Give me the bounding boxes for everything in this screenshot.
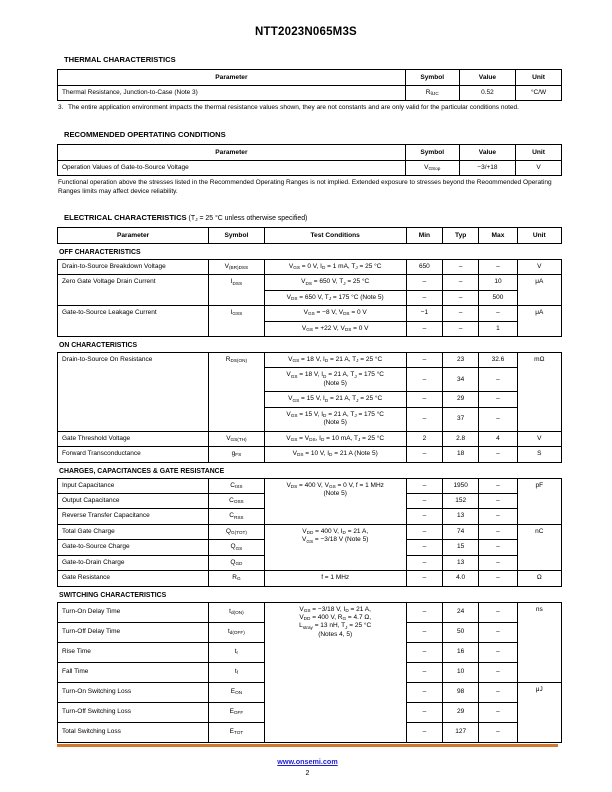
section-table	[57, 478, 562, 587]
electrical-sections	[57, 249, 562, 743]
table-cell: 18	[443, 447, 479, 462]
table-cell: $V_{GSop}$	[405, 160, 459, 175]
table-cell: –	[406, 602, 442, 622]
table-cell: −1	[406, 306, 442, 321]
table-cell: 13	[443, 555, 479, 570]
table-cell: Forward Transconductance	[58, 447, 209, 462]
table-cell: $Q_{GD}$	[209, 555, 264, 570]
table-cell: –	[479, 368, 517, 392]
table-cell: –	[406, 493, 442, 508]
table-cell: μA	[517, 306, 561, 337]
table-cell: –	[406, 642, 442, 662]
table-cell: $E_{TOT}$	[209, 722, 264, 742]
table-row	[58, 524, 562, 539]
section-title: OFF CHARACTERISTICS	[59, 248, 141, 256]
table-cell: Reverse Transfer Capacitance	[58, 509, 209, 524]
recommended-table-body	[58, 160, 562, 175]
table-cell: nC	[517, 524, 561, 570]
page-footer	[57, 744, 558, 777]
thermal-heading: THERMAL CHARACTERISTICS	[64, 55, 176, 64]
footer-link[interactable]: www.onsemi.com	[277, 756, 338, 766]
table-cell: Output Capacitance	[58, 493, 209, 508]
table-cell: $E_{OFF}$	[209, 702, 264, 722]
table-cell: –	[479, 602, 517, 622]
table-cell: –	[406, 622, 442, 642]
table-cell: –	[406, 290, 442, 305]
table-row	[58, 259, 562, 274]
table-cell: Gate-to-Source Charge	[58, 540, 209, 555]
table-row	[58, 602, 562, 622]
table-cell: 10	[479, 275, 517, 290]
table-cell: $V_{GS} = V_{DS}$, $I_D = 10$ mA, $T_J = 25$ °C	[264, 431, 406, 446]
table-cell: $C_{RSS}$	[209, 509, 264, 524]
table-cell: –	[479, 555, 517, 570]
table-cell: ns	[517, 602, 561, 682]
table-header-row	[58, 144, 562, 160]
column-header: Parameter	[58, 70, 406, 86]
column-header: Max	[479, 227, 517, 243]
table-cell: –	[406, 392, 442, 407]
page-content	[0, 55, 612, 743]
table-cell: 13	[443, 509, 479, 524]
recommended-heading: RECOMMENDED OPERTATING CONDITIONS	[64, 129, 226, 139]
table-cell: $V_{GS} = 0$ V, $I_D = 1$ mA, $T_J = 25$ °C	[264, 259, 406, 274]
table-cell: pF	[517, 478, 561, 524]
section-table	[57, 602, 562, 743]
table-cell: $R_{DS(ON)}$	[209, 353, 264, 432]
table-cell: $V_{GS} = 18$ V, $I_D = 21$ A, $T_J = 175$ °C (Note 5)	[264, 368, 406, 392]
spec-section	[57, 468, 562, 587]
table-cell: –	[406, 407, 442, 431]
table-cell: $Q_{GS}$	[209, 540, 264, 555]
table-cell: Drain-to-Source On Resistance	[58, 353, 209, 432]
column-header: Min	[406, 227, 442, 243]
note-number: 3.	[58, 104, 64, 112]
table-cell: –	[479, 622, 517, 642]
table-cell: –	[479, 407, 517, 431]
table-cell: $t_{d(OFF)}$	[209, 622, 264, 642]
table-cell: 74	[443, 524, 479, 539]
table-cell: 34	[443, 368, 479, 392]
table-cell: –	[406, 540, 442, 555]
table-cell: Fall Time	[58, 662, 209, 682]
table-row	[58, 447, 562, 462]
page-title: NTT2023N065M3S	[255, 26, 357, 38]
section-table	[57, 259, 562, 337]
table-cell: –	[406, 702, 442, 722]
table-cell: –	[406, 722, 442, 742]
table-cell: –	[443, 306, 479, 321]
table-cell: 98	[443, 682, 479, 702]
table-row	[58, 160, 562, 175]
table-cell: Total Switching Loss	[58, 722, 209, 742]
table-header-row	[58, 227, 562, 243]
electrical-heading	[64, 213, 562, 222]
table-cell: V	[517, 431, 561, 446]
table-cell: 29	[443, 392, 479, 407]
table-cell: 152	[443, 493, 479, 508]
table-cell: Total Gate Charge	[58, 524, 209, 539]
table-cell: $I_{GSS}$	[209, 306, 264, 337]
recommended-table	[57, 144, 562, 176]
table-cell: –	[479, 682, 517, 702]
column-header: Value	[459, 70, 515, 86]
table-cell: 10	[443, 662, 479, 682]
table-cell: –	[479, 306, 517, 321]
thermal-note	[58, 104, 562, 112]
table-cell: –	[479, 493, 517, 508]
table-cell: Zero Gate Voltage Drain Current	[58, 275, 209, 306]
table-cell: μA	[517, 275, 561, 306]
table-cell: 37	[443, 407, 479, 431]
note-text: The entire application environment impacts the thermal resistance values shown, they are not constants and are only valid for the particular conditions noted.	[68, 104, 519, 112]
table-row	[58, 275, 562, 290]
table-cell: 29	[443, 702, 479, 722]
table-cell: $V_{GS} = 15$ V, $I_D = 21$ A, $T_J = 25$ °C	[264, 392, 406, 407]
table-cell: Ω	[517, 571, 561, 586]
section-table-body	[58, 259, 562, 336]
recommended-note: Functional operation above the stresses listed in the Recommended Operating Ranges is not implied. Extended exposure to stresses beyond the Reoommended Operating Ranges limits may affect device reliability.	[58, 179, 552, 195]
table-cell: $V_{(BR)DSS}$	[209, 259, 264, 274]
table-cell: Turn-On Delay Time	[58, 602, 209, 622]
table-cell: –	[443, 290, 479, 305]
table-cell: 23	[443, 353, 479, 368]
spec-section	[57, 592, 562, 743]
column-header: Typ	[443, 227, 479, 243]
table-cell: –	[406, 682, 442, 702]
table-cell: –	[406, 353, 442, 368]
table-cell: 500	[479, 290, 517, 305]
table-cell: μJ	[517, 682, 561, 742]
table-cell: –	[479, 540, 517, 555]
table-cell: –	[479, 447, 517, 462]
table-row	[58, 431, 562, 446]
table-cell: 32.6	[479, 353, 517, 368]
table-cell: –	[406, 509, 442, 524]
table-cell: 16	[443, 642, 479, 662]
table-cell: Thermal Resistance, Junction-to-Case (Note 3)	[58, 86, 406, 101]
table-cell: Turn-Off Delay Time	[58, 622, 209, 642]
column-header: Symbol	[209, 227, 264, 243]
table-cell: $E_{ON}$	[209, 682, 264, 702]
table-cell: Rise Time	[58, 642, 209, 662]
table-cell: $V_{DS} = 400$ V, $V_{GS} = 0$ V, f = 1 MHz (Note 5)	[264, 478, 406, 524]
table-cell: Gate-to-Drain Charge	[58, 555, 209, 570]
section-title: CHARGES, CAPACITANCES & GATE RESISTANCE	[59, 467, 225, 475]
table-cell: –	[479, 259, 517, 274]
table-cell: V	[516, 160, 562, 175]
table-cell: $R_G$	[209, 571, 264, 586]
table-cell: Gate Threshold Voltage	[58, 431, 209, 446]
table-cell: f = 1 MHz	[264, 571, 406, 586]
page-number: 2	[305, 769, 310, 777]
table-cell: –	[406, 368, 442, 392]
column-header: Parameter	[58, 144, 406, 160]
section-table-body	[58, 353, 562, 463]
table-cell: Turn-On Switching Loss	[58, 682, 209, 702]
table-cell: 2	[406, 431, 442, 446]
table-cell: Input Capacitance	[58, 478, 209, 493]
section-table-body	[58, 602, 562, 742]
column-header: Unit	[517, 227, 561, 243]
section-table-body	[58, 478, 562, 586]
table-cell: $V_{DS} = 650$ V, $T_J = 175$ °C (Note 5)	[264, 290, 406, 305]
table-cell: $V_{GS} = 15$ V, $I_D = 21$ A, $T_J = 175$ °C (Note 5)	[264, 407, 406, 431]
table-cell: –	[479, 571, 517, 586]
table-row	[58, 306, 562, 321]
table-cell: $t_f$	[209, 662, 264, 682]
table-cell: $V_{DS} = 10$ V, $I_D = 21$ A (Note 5)	[264, 447, 406, 462]
table-cell: $V_{GS} = -8$ V, $V_{DS} = 0$ V	[264, 306, 406, 321]
thermal-table	[57, 69, 562, 101]
table-cell: 127	[443, 722, 479, 742]
column-header: Symbol	[405, 70, 459, 86]
table-row	[58, 353, 562, 368]
table-cell: –	[406, 524, 442, 539]
table-cell: $g_{FS}$	[209, 447, 264, 462]
column-header: Value	[459, 144, 515, 160]
electrical-header-table	[57, 227, 562, 244]
table-cell: –	[406, 555, 442, 570]
table-cell: $C_{OSS}$	[209, 493, 264, 508]
column-header: Parameter	[58, 227, 209, 243]
table-cell: –	[406, 321, 442, 336]
column-header: Unit	[516, 144, 562, 160]
table-cell: °C/W	[516, 86, 562, 101]
table-cell: $Q_{G(TOT)}$	[209, 524, 264, 539]
table-cell: $V_{GS} = -3/18$ V, $I_D = 21$ A, $V_{DD} = 400$ V, $R_G = 4.7$ Ω, $L_{stray} = 13$ nH, $T_J = 25$ °C (Notes 4, 5)	[264, 602, 406, 742]
table-cell: 24	[443, 602, 479, 622]
table-header-row	[58, 70, 562, 86]
table-cell: $t_r$	[209, 642, 264, 662]
table-cell: –	[406, 275, 442, 290]
table-cell: Drain-to-Source Breakdown Voltage	[58, 259, 209, 274]
table-cell: –	[443, 259, 479, 274]
table-cell: mΩ	[517, 353, 561, 432]
spec-section	[57, 249, 562, 337]
table-cell: 1950	[443, 478, 479, 493]
table-cell: 50	[443, 622, 479, 642]
table-cell: –	[479, 524, 517, 539]
table-cell: $V_{GS} = +22$ V, $V_{DS} = 0$ V	[264, 321, 406, 336]
table-cell: –	[406, 571, 442, 586]
table-cell: $R_{\theta JC}$	[405, 86, 459, 101]
table-cell: –	[479, 642, 517, 662]
table-cell: –	[479, 478, 517, 493]
table-cell: –	[479, 509, 517, 524]
table-cell: Turn-Off Switching Loss	[58, 702, 209, 722]
table-cell: Gate-to-Source Leakage Current	[58, 306, 209, 337]
table-cell: 1	[479, 321, 517, 336]
table-cell: –	[479, 722, 517, 742]
spec-section	[57, 342, 562, 463]
table-cell: –	[406, 447, 442, 462]
table-cell: 4.0	[443, 571, 479, 586]
table-cell: $V_{DS} = 650$ V, $T_J = 25$ °C	[264, 275, 406, 290]
section-title: SWITCHING CHARACTERISTICS	[59, 591, 167, 599]
section-table	[57, 352, 562, 463]
electrical-heading-condition: ($T_J = 25$ °C unless otherwise specified)	[186, 214, 308, 224]
electrical-heading-bold: ELECTRICAL CHARACTERISTICS	[64, 212, 187, 222]
table-row	[58, 478, 562, 493]
section-title: ON CHARACTERISTICS	[59, 342, 138, 349]
table-cell: 0.52	[459, 86, 515, 101]
table-cell: $C_{ISS}$	[209, 478, 264, 493]
table-cell: −3/+18	[459, 160, 515, 175]
table-row	[58, 86, 562, 101]
table-cell: 15	[443, 540, 479, 555]
table-cell: $V_{DD} = 400$ V, $I_D = 21$ A, $V_{GS} = -3/18$ V (Note 5)	[264, 524, 406, 570]
table-cell: –	[479, 392, 517, 407]
table-cell: $V_{GS} = 18$ V, $I_D = 21$ A, $T_J = 25$ °C	[264, 353, 406, 368]
column-header: Test Conditions	[264, 227, 406, 243]
footer-rule	[57, 744, 558, 747]
table-cell: –	[443, 275, 479, 290]
table-row	[58, 571, 562, 586]
column-header: Symbol	[405, 144, 459, 160]
table-cell: –	[443, 321, 479, 336]
column-header: Unit	[516, 70, 562, 86]
table-cell: –	[406, 478, 442, 493]
table-cell: –	[479, 702, 517, 722]
table-cell: 650	[406, 259, 442, 274]
table-cell: 2.8	[443, 431, 479, 446]
table-cell: V	[517, 259, 561, 274]
thermal-table-body	[58, 86, 562, 101]
table-cell: $t_{d(ON)}$	[209, 602, 264, 622]
table-cell: $V_{GS(TH)}$	[209, 431, 264, 446]
table-cell: Operation Values of Gate-to-Source Voltage	[58, 160, 406, 175]
table-cell: $I_{DSS}$	[209, 275, 264, 306]
table-cell: –	[479, 662, 517, 682]
table-cell: –	[406, 662, 442, 682]
table-cell: Gate Resistance	[58, 571, 209, 586]
table-cell: S	[517, 447, 561, 462]
table-cell: 4	[479, 431, 517, 446]
